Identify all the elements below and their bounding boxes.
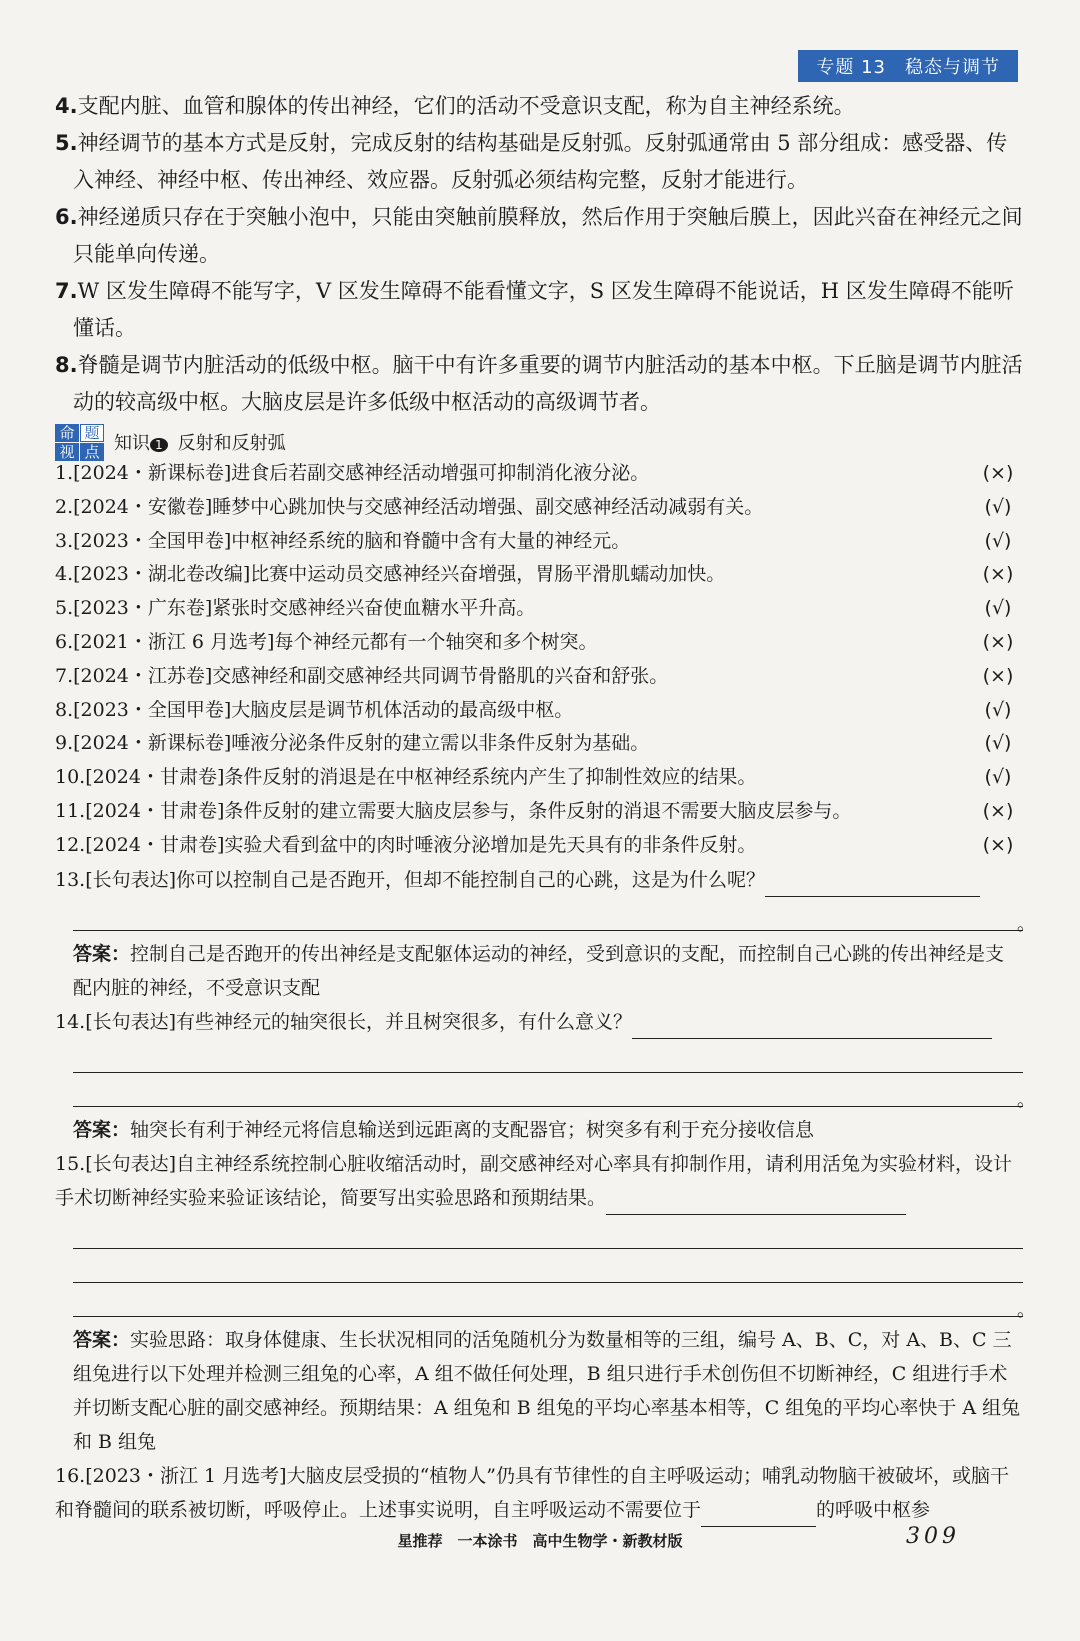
answer-blank[interactable]: [632, 1014, 992, 1039]
judgement-mark: (√): [984, 732, 1012, 755]
question-14: 14.[长句表达]有些神经元的轴突很长，并且树突很多，有什么意义？: [55, 1005, 1023, 1039]
statement-item: 7.[2024・江苏卷]交感神经和副交感神经共同调节骨骼肌的兴奋和舒张。 (×): [55, 660, 1023, 694]
judgement-mark: (×): [982, 462, 1014, 484]
answer-blank[interactable]: [765, 872, 980, 897]
statement-item: 10.[2024・甘肃卷]条件反射的消退是在中枢神经系统内产生了抑制性效应的结果。 (√): [55, 761, 1023, 795]
statement-item: 11.[2024・甘肃卷]条件反射的建立需要大脑皮层参与，条件反射的消退不需要大脑皮层参与。 (×): [55, 795, 1023, 829]
judgement-mark: (√): [984, 766, 1012, 789]
point-8: 8.脊髓是调节内脏活动的低级中枢。脑干中有许多重要的调节内脏活动的基本中枢。下丘脑是调节内脏活动的较高级中枢。大脑皮层是许多低级中枢活动的高级调节者。: [55, 353, 1023, 414]
section-heading: [55, 425, 1023, 459]
judgement-mark: (√): [984, 495, 1012, 518]
judgement-mark: (×): [982, 833, 1014, 856]
page-content: [55, 88, 1035, 1527]
question-16: 16.[2023・浙江 1 月选考]大脑皮层受损的“植物人”仍具有节律性的自主呼吸运动；哺乳动物脑干被破坏，或脑干和脊髓间的联系被切断，呼吸停止。上述事实说明，自主呼吸运动不需要位于 的呼吸中枢参: [55, 1459, 1023, 1527]
answer-blank-line[interactable]: [73, 1215, 1023, 1249]
knowledge-title: 知识 1 反射和反射弧: [114, 433, 286, 454]
answer-15: 答案：实验思路：取身体健康、生长状况相同的活兔随机分为数量相等的三组，编号 A、B、C，对 A、B、C 三组兔进行以下处理并检测三组兔的心率，A 组不做任何处理，B 组只进行手术创伤但不切断神经，C 组进行手术并切断支配心脏的副交感神经。预期结果：A 组兔和 B 组兔的平均心率基本相等，C 组兔的平均心率快于 A 组兔和 B 组兔: [73, 1328, 1021, 1453]
judgement-mark: (×): [982, 799, 1014, 822]
statement-item: 4.[2023・湖北卷改编]比赛中运动员交感神经兴奋增强，胃肠平滑肌蠕动加快。 (×): [55, 558, 1023, 592]
point-5: 5.神经调节的基本方式是反射，完成反射的结构基础是反射弧。反射弧通常由 5 部分组成：感受器、传入神经、神经中枢、传出神经、效应器。反射弧必须结构完整，反射才能进行。: [55, 131, 1008, 192]
statement-item: 1.[2024・新课标卷]进食后若副交感神经活动增强可抑制消化液分泌。 (×): [55, 457, 1023, 491]
judgement-mark: (×): [982, 563, 1014, 586]
answer-blank-line[interactable]: 。: [73, 897, 1023, 931]
judgement-mark: (×): [982, 630, 1014, 653]
footer-text: 星推荐 一本涂书 高中生物学・新教材版: [397, 1532, 683, 1550]
statement-item: 12.[2024・甘肃卷]实验犬看到盆中的肉时唾液分泌增加是先天具有的非条件反射。 (×): [55, 829, 1023, 863]
answer-blank-line[interactable]: 。: [73, 1283, 1023, 1317]
statement-item: 3.[2023・全国甲卷]中枢神经系统的脑和脊髓中含有大量的神经元。 (√): [55, 525, 1023, 559]
answer-blank[interactable]: [606, 1190, 906, 1215]
judgement-mark: (√): [984, 698, 1012, 721]
answer-blank-line[interactable]: [73, 1039, 1023, 1073]
statement-item: 5.[2023・广东卷]紧张时交感神经兴奋使血糖水平升高。 (√): [55, 592, 1023, 626]
point-7: 7.W 区发生障碍不能写字，V 区发生障碍不能看懂文字，S 区发生障碍不能说话，H 区发生障碍不能听懂话。: [55, 279, 1014, 340]
statement-item: 9.[2024・新课标卷]唾液分泌条件反射的建立需以非条件反射为基础。 (√): [55, 727, 1023, 761]
answer-blank-line[interactable]: [73, 1249, 1023, 1283]
answer-14: 答案：轴突长有利于神经元将信息输送到远距离的支配器官；树突多有利于充分接收信息: [73, 1118, 815, 1141]
judgement-mark: (√): [984, 529, 1012, 552]
statement-item: 6.[2021・浙江 6 月选考]每个神经元都有一个轴突和多个树突。 (×): [55, 626, 1023, 660]
question-13: 13.[长句表达]你可以控制自己是否跑开，但却不能控制自己的心跳，这是为什么呢？: [55, 863, 1023, 897]
statement-list: [55, 457, 1023, 863]
answer-blank[interactable]: [701, 1502, 816, 1527]
page-number: 309: [906, 1524, 960, 1549]
judgement-mark: (√): [984, 597, 1012, 620]
topic-header-tag: 专题 13 稳态与调节: [798, 50, 1018, 82]
topic-view-badge: 命 题 视 点: [55, 424, 104, 461]
answer-13: 答案：控制自己是否跑开的传出神经是支配躯体运动的神经，受到意识的支配，而控制自己心跳的传出神经是支配内脏的神经，不受意识支配: [73, 942, 1005, 999]
statement-item: 2.[2024・安徽卷]睡梦中心跳加快与交感神经活动增强、副交感神经活动减弱有关。 (√): [55, 491, 1023, 525]
question-15: 15.[长句表达]自主神经系统控制心脏收缩活动时，副交感神经对心率具有抑制作用，请利用活兔为实验材料，设计手术切断神经实验来验证该结论，简要写出实验思路和预期结果。: [55, 1147, 1023, 1215]
point-6: 6.神经递质只存在于突触小泡中，只能由突触前膜释放，然后作用于突触后膜上，因此兴奋在神经元之间只能单向传递。: [55, 205, 1023, 266]
point-4: 4.支配内脏、血管和腺体的传出神经，它们的活动不受意识支配，称为自主神经系统。: [55, 94, 855, 118]
judgement-mark: (×): [982, 664, 1014, 687]
answer-blank-line[interactable]: 。: [73, 1073, 1023, 1107]
statement-item: 8.[2023・全国甲卷]大脑皮层是调节机体活动的最高级中枢。 (√): [55, 694, 1023, 728]
